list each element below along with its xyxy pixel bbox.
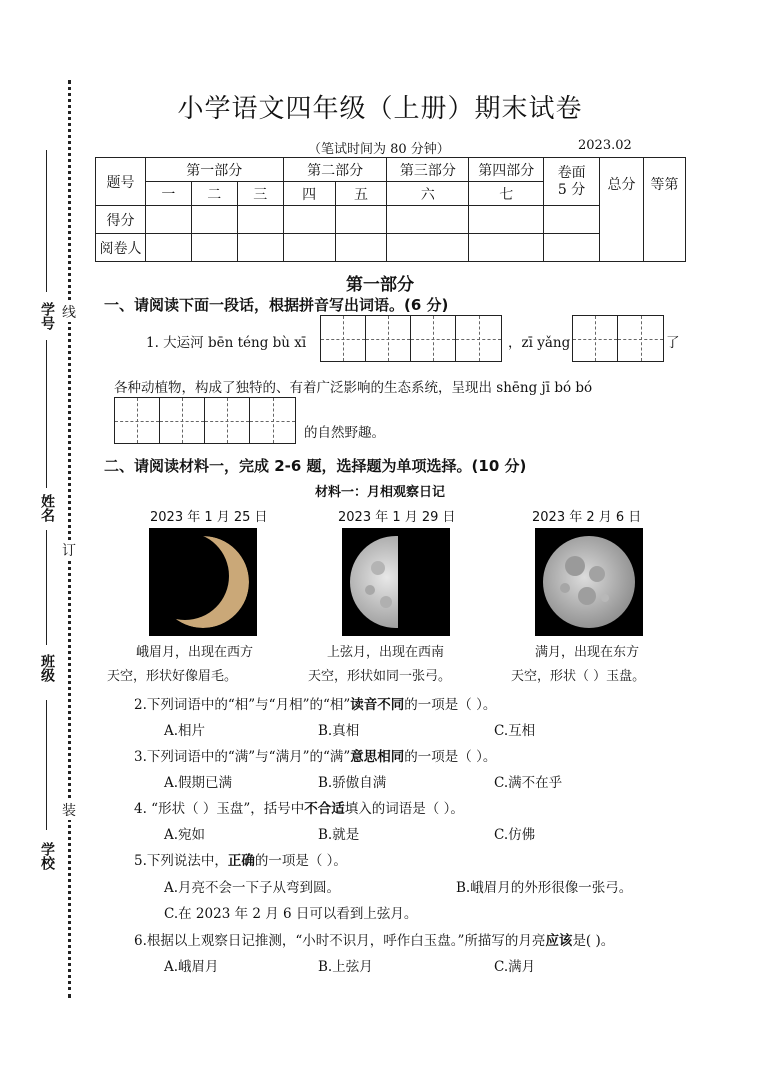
q4-option-b[interactable]: B.就是 [318,827,360,843]
score-cell[interactable] [191,206,237,234]
first-quarter-moon-image [342,528,450,636]
binding-dotted-line [68,80,71,998]
score-cell[interactable] [283,206,335,234]
q-col-6: 六 [387,182,469,206]
q3-option-a[interactable]: A.假期已满 [164,775,233,791]
q1-line1-c: 了 [666,335,680,351]
reviewer-row-label: 阅卷人 [96,234,146,262]
q1-line1-b: ，zī yǎng [508,335,571,351]
student-id-label: 学号 [39,302,55,330]
moon-caption-3a: 满月，出现在东方 [535,645,640,660]
q2-option-b[interactable]: B.真相 [318,723,360,739]
q3-option-c[interactable]: C.满不在乎 [494,775,563,791]
q1-heading: 一、请阅读下面一段话，根据拼音写出词语。(6 分) [104,296,449,314]
q5-option-c[interactable]: C.在 2023 年 2 月 6 日可以看到上弦月。 [164,906,418,922]
q2-option-a[interactable]: A.相片 [164,723,206,739]
q4-option-a[interactable]: A.宛如 [164,827,206,843]
answer-grid-benteng[interactable] [320,315,502,362]
q6-option-a[interactable]: A.峨眉月 [164,959,219,975]
score-row-label: 得分 [96,206,146,234]
score-cell[interactable] [544,206,600,234]
answer-grid-shengjibobo[interactable] [114,397,296,444]
q-col-1: 一 [145,182,191,206]
class-label: 班级 [39,654,55,682]
material-title: 材料一：月相观察日记 [314,485,445,500]
header-question-no: 题号 [96,158,146,206]
q1-line3: 的自然野趣。 [304,425,385,441]
reviewer-cell[interactable] [387,234,469,262]
part-1-title: 第一部分 [346,275,414,295]
moon-caption-2a: 上弦月，出现在西南 [327,645,445,660]
q1-line2: 各种动植物，构成了独特的、有着广泛影响的生态系统，呈现出 shēng jī bó bó [114,380,593,396]
question-3: 3.下列词语中的“满”与“满月”的“满”意思相同的一项是（ ）。 [134,749,497,765]
header-grade: 等第 [643,158,685,262]
binding-char-ding: 订 [60,540,78,560]
score-cell[interactable] [387,206,469,234]
header-total: 总分 [600,158,644,262]
time-note: （笔试时间为 80 分钟） [308,142,450,157]
reviewer-cell[interactable] [469,234,544,262]
moon-date-3: 2023 年 2 月 6 日 [532,510,642,525]
q1-line1-a: 1. 大运河 bēn téng bù xī [146,335,307,351]
moon-caption-1a: 峨眉月，出现在西方 [136,645,254,660]
exam-date: 2023.02 [578,138,632,153]
header-part-3: 第三部分 [387,158,469,182]
question-5: 5.下列说法中，正确的一项是（ ）。 [134,853,347,869]
q-col-2: 二 [191,182,237,206]
moon-caption-3b: 天空，形状（ ）玉盘。 [511,669,646,684]
reviewer-cell[interactable] [544,234,600,262]
exam-title: 小学语文四年级（上册）期末试卷 [177,94,583,124]
q6-option-c[interactable]: C.满月 [494,959,536,975]
score-cell[interactable] [237,206,283,234]
score-cell[interactable] [335,206,387,234]
q-col-7: 七 [469,182,544,206]
header-part-1: 第一部分 [145,158,283,182]
score-cell[interactable] [145,206,191,234]
reviewer-cell[interactable] [237,234,283,262]
question-4: 4. “形状（ ）玉盘”，括号中不合适填入的词语是（ ）。 [134,801,464,817]
binding-char-zhuang: 装 [60,800,78,820]
school-blank[interactable] [46,700,47,830]
moon-caption-2b: 天空，形状如同一张弓。 [308,669,452,684]
moon-caption-1b: 天空，形状好像眉毛。 [107,669,238,684]
q6-option-b[interactable]: B.上弦月 [318,959,373,975]
score-cell[interactable] [469,206,544,234]
q4-option-c[interactable]: C.仿佛 [494,827,536,843]
reviewer-cell[interactable] [283,234,335,262]
name-label: 姓名 [39,494,55,522]
q5-option-a[interactable]: A.月亮不会一下子从弯到圆。 [164,880,341,896]
class-blank[interactable] [46,530,47,645]
crescent-moon-image [149,528,257,636]
q-col-5: 五 [335,182,387,206]
reviewer-cell[interactable] [335,234,387,262]
q-col-3: 三 [237,182,283,206]
q3-option-b[interactable]: B.骄傲自满 [318,775,387,791]
moon-date-1: 2023 年 1 月 25 日 [150,510,268,525]
name-blank[interactable] [46,340,47,488]
moon-date-2: 2023 年 1 月 29 日 [338,510,456,525]
q2-heading: 二、请阅读材料一，完成 2-6 题，选择题为单项选择。(10 分) [104,457,527,475]
question-2: 2.下列词语中的“相”与“月相”的“相”读音不同的一项是（ ）。 [134,697,497,713]
binding-char-line: 线 [60,302,78,322]
q5-option-b[interactable]: B.峨眉月的外形很像一张弓。 [456,880,633,896]
q2-option-c[interactable]: C.互相 [494,723,536,739]
reviewer-cell[interactable] [191,234,237,262]
school-label: 学校 [39,842,55,870]
answer-grid-ziyang[interactable] [572,315,664,362]
question-6: 6.根据以上观察日记推测，“小时不识月，呼作白玉盘。”所描写的月亮应该是( )。 [134,933,615,949]
q-col-4: 四 [283,182,335,206]
header-juanmian: 卷面 5 分 [544,158,600,206]
score-table [95,157,686,262]
full-moon-image [535,528,643,636]
header-part-4: 第四部分 [469,158,544,182]
reviewer-cell[interactable] [145,234,191,262]
header-part-2: 第二部分 [283,158,387,182]
